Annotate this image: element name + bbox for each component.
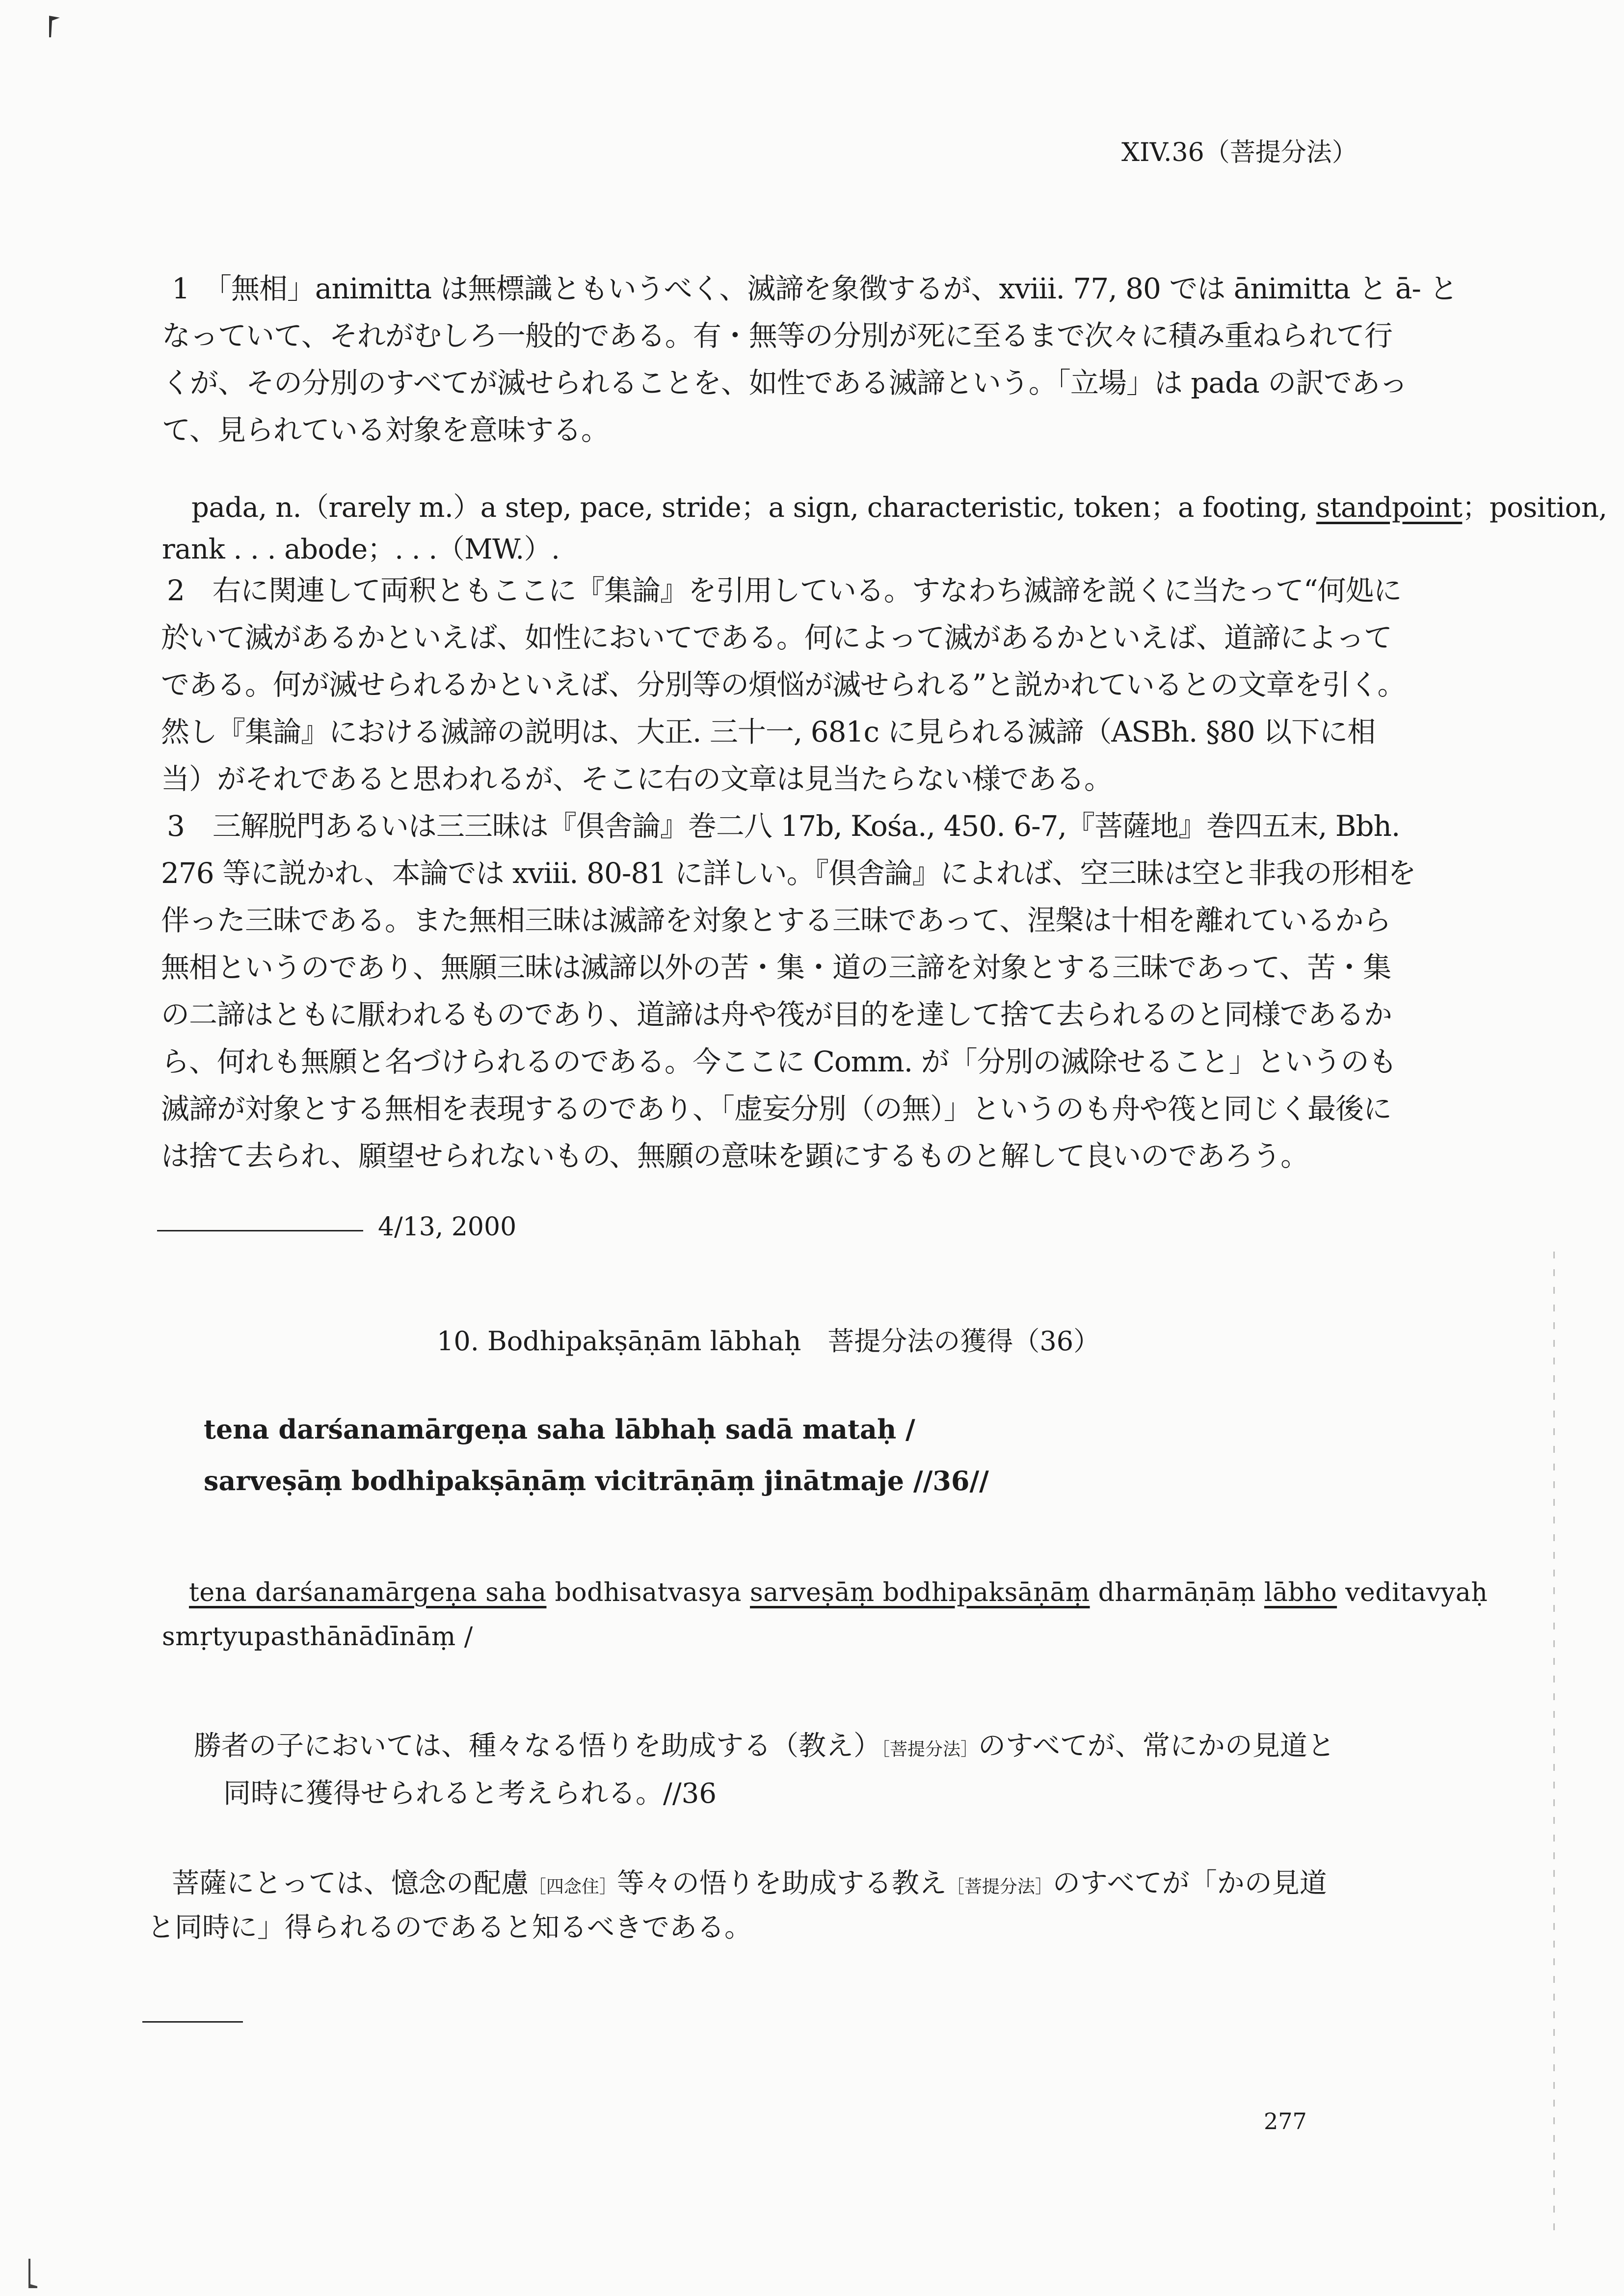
page-number: 277 [1264,2108,1307,2135]
scan-edge-line [1553,1252,1555,2233]
note-line: 2 右に関連して両釈ともここに『集論』を引用している。すなわち滅諦を説くに当たって“何処に [167,574,1402,607]
verse-line-2: sarveṣāṃ bodhipakṣāṇāṃ vicitrāṇāṃ jinātmaje //36// [204,1465,989,1496]
translation-text: 菩薩にとっては、憶念の配慮 [172,1868,529,1899]
note-2 [161,567,1406,802]
note-date: 4/13, 2000 [378,1212,517,1242]
mw-quote-line2: rank . . . abode；. . .（MW.）. [162,534,560,565]
translation-text: 勝者の子においては、種々なる悟りを助成する（教え） [194,1730,881,1762]
note-line: ら、何れも無願と名づけられるのである。今ここに Comm. が「分別の滅除せること」というのも [161,1045,1397,1078]
translation-text: のすべてが、常にかの見道と [978,1730,1335,1762]
translation-commentary-line-2: と同時に」得られるのであると知るべきである。 [147,1912,752,1944]
note-line: 3 三解脱門あるいは三三昧は『倶舎論』巻二八 17b, Kośa., 450. 6-7,『菩薩地』巻四五末, Bbh. [167,809,1400,843]
translation-commentary-line-1 [172,1860,1327,1911]
note-line: なっていて、それがむしろ一般的である。有・無等の分別が死に至るまで次々に積み重ねられて行 [162,319,1392,352]
note-line: 276 等に説かれ、本論では xviii. 80-81 に詳しい。『倶舎論』によれば、空三昧は空と非我の形相を [161,856,1416,890]
section-title: 10. Bodhipakṣāṇām lābhaḥ 菩提分法の獲得（36） [437,1326,1100,1357]
note-line: の二諦はともに厭われるものであり、道諦は舟や筏が目的を達して捨て去られるのと同様であるか [161,998,1392,1031]
running-head: XIV.36（菩提分法） [1121,138,1358,167]
commentary-line-2: smṛtyupasthānādīnāṃ / [162,1622,473,1652]
note-line: 伴った三昧である。また無相三昧は滅諦を対象とする三昧であって、涅槃は十相を離れているから [161,904,1391,937]
note-line: 1 「無相」animitta は無標識ともいうべく、滅諦を象徴するが、xviii. 77, 80 では ānimitta と ā- と [172,272,1458,305]
underlined-term: standpoint [1316,492,1463,524]
translation-verse-line-1 [194,1723,1335,1773]
verse-line-1: tena darśanamārgeṇa saha lābhaḥ sadā mataḥ / [204,1414,915,1445]
note-line: は捨て去られ、願望せられないもの、無願の意味を顕にするものと解して良いのであろう。 [161,1139,1309,1173]
note-line: て、見られている対象を意味する。 [162,413,609,447]
commentary-line-1 [189,1578,1488,1607]
mw-quote-text: pada, n.（rarely m.）a step, pace, stride；a sign, characteristic, token；a footing, [191,492,1316,524]
note-3 [161,802,1416,1179]
bracket-gloss: ［菩提分法］ [881,1739,979,1760]
date-rule [157,1230,363,1231]
underlined-phrase: lābho [1264,1578,1337,1607]
underlined-phrase: sarveṣāṃ bodhipaksāṇāṃ [750,1578,1090,1607]
note-line: 於いて滅があるかといえば、如性においてである。何によって滅があるかといえば、道諦によって [161,621,1392,654]
mw-quote [191,486,1607,525]
corner-mark-bottom-left [26,2257,40,2291]
note-line: 滅諦が対象とする無相を表現するのであり、「虚妄分別（の無）」というのも舟や筏と同じく最後に [161,1092,1392,1125]
commentary-text: bodhisatvasya [546,1578,750,1607]
note-1 [162,265,1458,454]
footnote-rule [142,2021,243,2023]
translation-text: 等々の悟りを助成する教え [616,1868,947,1899]
commentary-text: veditavyaḥ [1337,1578,1488,1607]
underlined-phrase: tena darśanamārgeṇa saha [189,1578,547,1607]
bracket-gloss: ［四念住］ [528,1877,617,1897]
bracket-gloss: ［菩提分法］ [946,1877,1053,1897]
corner-mark-top-left [47,15,62,39]
note-line: くが、その分別のすべてが滅せられることを、如性である滅諦という。「立場」は pada の訳であっ [162,366,1408,400]
note-line: 当）がそれであると思われるが、そこに右の文章は見当たらない様である。 [161,762,1113,796]
translation-verse-line-2: 同時に獲得せられると考えられる。//36 [223,1778,717,1810]
note-line: 無相というのであり、無願三昧は滅諦以外の苦・集・道の三諦を対象とする三昧であって、苦・集 [161,951,1391,984]
commentary-text: dharmāṇāṃ [1090,1578,1264,1607]
translation-text: のすべてが「かの見道 [1052,1868,1327,1899]
note-line: である。何が滅せられるかといえば、分別等の煩悩が滅せられる”と説かれているとの文章を引く。 [161,668,1406,701]
mw-quote-text: ；position, [1462,492,1607,524]
note-line: 然し『集論』における滅諦の説明は、大正. 三十一, 681c に見られる滅諦（ASBh. §80 以下に相 [161,715,1376,748]
